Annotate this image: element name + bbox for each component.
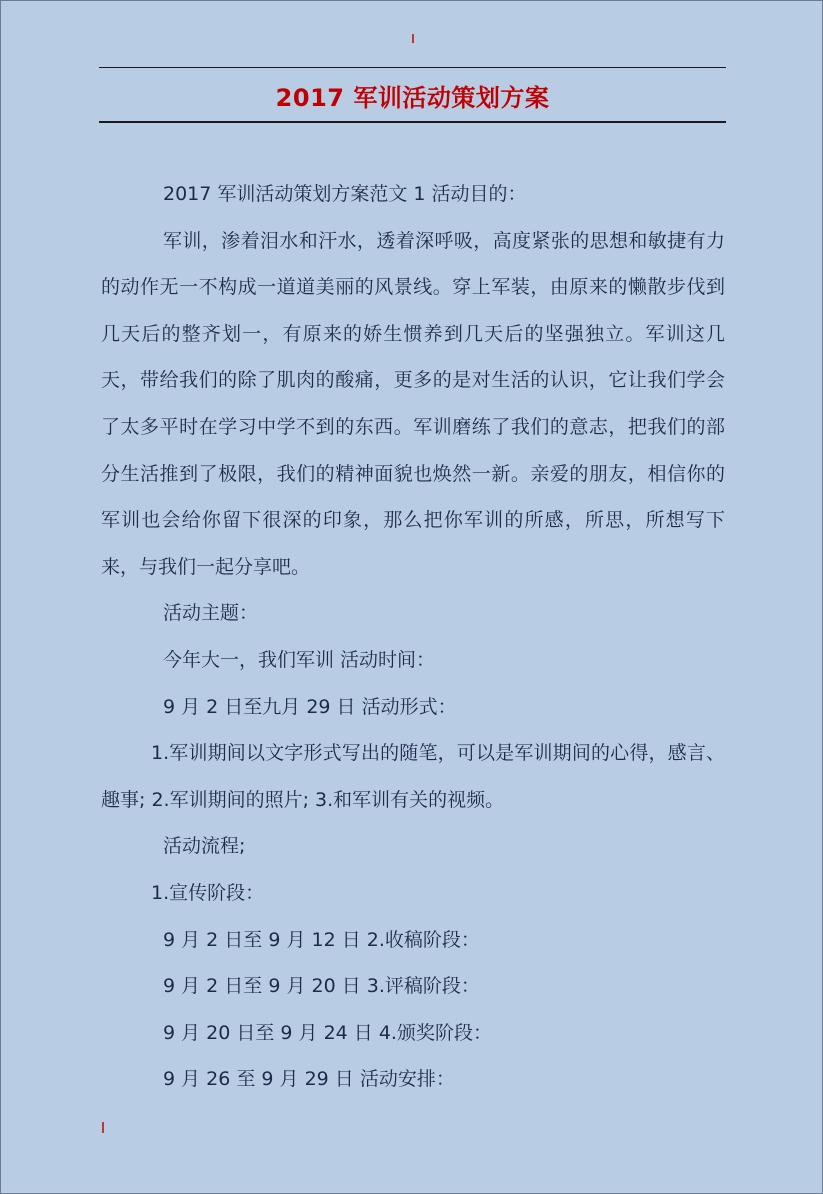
document-title: 2017 军训活动策划方案 [275,84,550,112]
paragraph-arrangement: 9 月 26 至 9 月 29 日 活动安排： [163,1068,455,1091]
document-body [101,171,725,1103]
paragraph-form: 1.军训期间以文字形式写出的随笔，可以是军训期间的心得，感言、趣事; 2.军训期间的照片; 3.和军训有关的视频。 [101,742,725,811]
page-mark-top [412,34,414,43]
paragraph-purpose: 军训，渗着泪水和汗水，透着深呼吸，高度紧张的思想和敏捷有力的动作无一不构成一道道美丽的风景线。穿上军装，由原来的懒散步伐到几天后的整齐划一，有原来的娇生惯养到几天后的坚强独立。军训这几天，带给我们的除了肌肉的酸痛，更多的是对生活的认识，它让我们学会了太多平时在学习中学不到的东西。军训磨练了我们的意志，把我们的部分生活推到了极限，我们的精神面貌也焕然一新。亲爱的朋友，相信你的军训也会给你留下很深的印象，那么把你军训的所感，所思，所想写下来，与我们一起分享吧。 [101,229,725,578]
paragraph-stage-1: 1.宣传阶段： [151,881,265,904]
paragraph-theme-label: 活动主题： [163,602,259,625]
paragraph-stage-2: 9 月 2 日至 9 月 12 日 2.收稿阶段： [163,928,480,951]
paragraph-intro: 2017 军训活动策划方案范文 1 活动目的： [163,183,527,205]
paragraph-time: 9 月 2 日至九月 29 日 活动形式： [163,695,457,718]
page-mark-bottom [102,1122,104,1133]
paragraph-process-label: 活动流程; [163,835,246,858]
header-rule-bottom [99,121,726,123]
paragraph-stage-4: 9 月 20 日至 9 月 24 日 4.颁奖阶段： [163,1021,492,1044]
header-rule-top [99,67,726,68]
paragraph-stage-3: 9 月 2 日至 9 月 20 日 3.评稿阶段： [163,975,480,998]
paragraph-theme: 今年大一，我们军训 活动时间： [163,648,436,671]
